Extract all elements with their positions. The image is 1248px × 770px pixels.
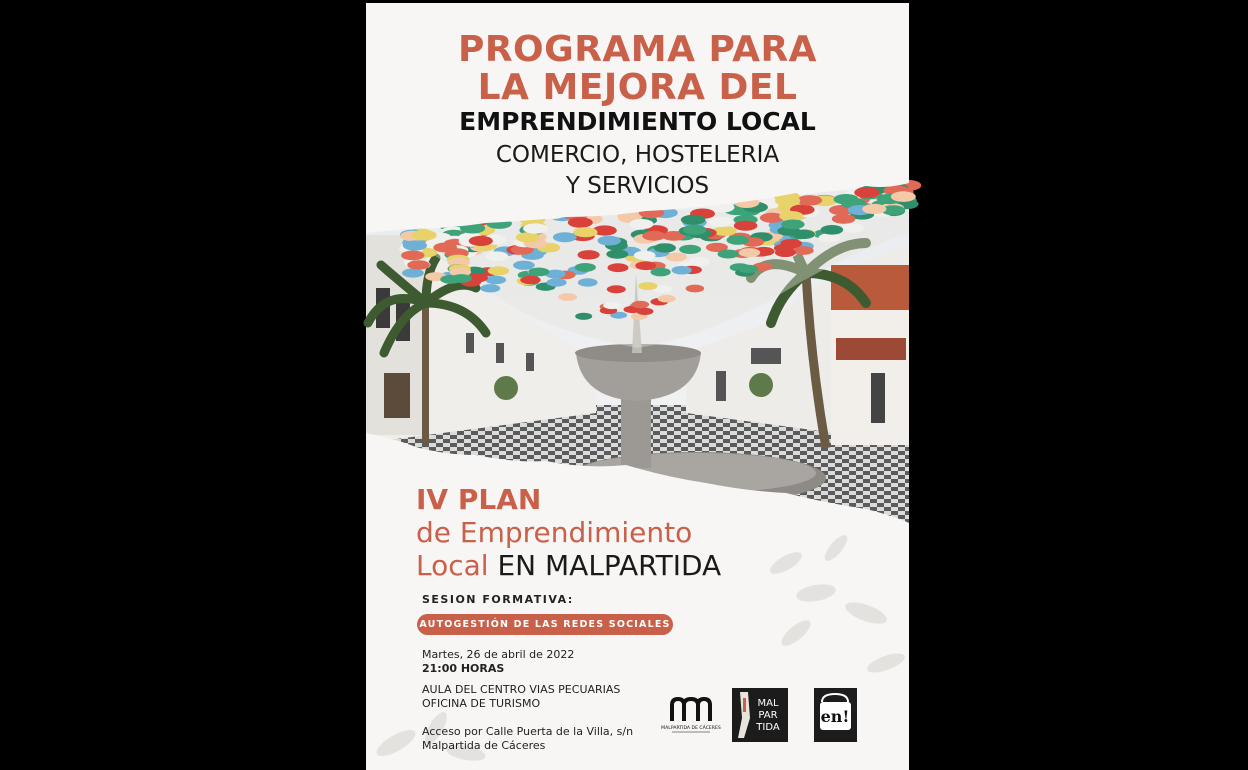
umbrella xyxy=(821,225,844,235)
umbrella xyxy=(513,261,535,270)
event-time: 21:00 HORAS xyxy=(422,662,505,675)
umbrella xyxy=(689,257,710,266)
umbrella xyxy=(681,215,706,225)
ayuntamiento-logo-icon xyxy=(661,695,721,743)
umbrella xyxy=(553,232,577,242)
umbrella xyxy=(606,250,628,259)
umbrella xyxy=(573,227,597,237)
umbrella xyxy=(402,268,424,277)
umbrella xyxy=(738,265,758,273)
malpartida-logo-line-3: TIDA xyxy=(756,722,780,733)
umbrella xyxy=(781,220,804,230)
umbrella xyxy=(575,263,596,272)
umbrella xyxy=(485,251,508,261)
umbrella xyxy=(607,285,626,293)
umbrella xyxy=(638,282,657,290)
plan-location-black: EN MALPARTIDA xyxy=(497,549,722,582)
umbrella xyxy=(608,263,629,272)
umbrella xyxy=(598,236,621,246)
umbrella xyxy=(679,245,701,254)
title-line-3: EMPRENDIMIENTO LOCAL xyxy=(459,107,816,136)
umbrella xyxy=(480,284,500,292)
event-poster xyxy=(366,3,909,770)
venue-line-2: OFICINA DE TURISMO xyxy=(422,697,541,710)
umbrella xyxy=(523,223,548,233)
en-logo-text: en! xyxy=(820,707,850,726)
umbrella xyxy=(793,230,815,239)
umbrella xyxy=(637,308,654,315)
umbrella xyxy=(739,248,760,257)
plan-heading: IV PLAN xyxy=(416,483,542,516)
umbrella xyxy=(780,239,802,248)
umbrella xyxy=(832,214,856,224)
access-line-1: Acceso por Calle Puerta de la Villa, s/n xyxy=(422,725,634,738)
umbrella xyxy=(485,276,506,285)
umbrella xyxy=(578,278,598,286)
umbrella xyxy=(401,251,424,261)
plan-subheading: de Emprendimiento xyxy=(416,516,693,549)
umbrella xyxy=(575,313,592,320)
umbrella xyxy=(547,278,567,286)
umbrella xyxy=(603,302,621,309)
umbrella xyxy=(528,268,549,277)
umbrella xyxy=(841,223,864,233)
umbrella xyxy=(488,266,509,275)
title-line-2: LA MEJORA DEL xyxy=(477,67,798,108)
subtitle-line-1: COMERCIO, HOSTELERIA xyxy=(495,142,780,168)
umbrella xyxy=(775,248,796,257)
umbrella xyxy=(654,243,676,252)
plan-location-red: Local xyxy=(416,549,489,582)
session-label: SESION FORMATIVA: xyxy=(422,593,574,606)
umbrella xyxy=(412,230,437,241)
umbrella xyxy=(433,243,457,253)
umbrella xyxy=(407,260,430,269)
subtitle-line-2: Y SERVICIOS xyxy=(565,173,710,199)
malpartida-logo xyxy=(732,688,788,742)
umbrella xyxy=(672,266,692,275)
en-logo xyxy=(814,688,857,742)
umbrella xyxy=(651,268,671,277)
ayuntamiento-logo-text: MALPARTIDA DE CÁCERES xyxy=(661,726,721,731)
umbrella xyxy=(642,231,665,241)
umbrella xyxy=(403,240,427,250)
umbrella xyxy=(469,236,493,246)
umbrella xyxy=(635,261,656,270)
ayuntamiento-logo xyxy=(661,695,721,743)
venue-line-1: AULA DEL CENTRO VIAS PECUARIAS xyxy=(422,683,621,696)
access-line-2: Malpartida de Cáceres xyxy=(422,739,546,752)
umbrella xyxy=(629,219,653,229)
umbrella xyxy=(520,276,540,285)
umbrella xyxy=(718,250,739,259)
umbrella xyxy=(683,225,707,235)
umbrella xyxy=(734,221,758,231)
umbrella xyxy=(862,204,886,214)
umbrella xyxy=(568,217,593,228)
plan-location xyxy=(416,549,721,582)
umbrella xyxy=(686,285,705,293)
umbrella xyxy=(451,274,472,283)
umbrella xyxy=(516,232,540,242)
umbrella xyxy=(709,217,733,227)
umbrella xyxy=(632,301,650,308)
malpartida-logo-line-1: MAL xyxy=(757,698,779,709)
umbrella xyxy=(727,235,749,244)
title-line-1: PROGRAMA PARA xyxy=(457,29,818,70)
umbrella xyxy=(713,226,736,236)
event-date: Martes, 26 de abril de 2022 xyxy=(422,648,575,661)
umbrella xyxy=(634,251,656,260)
session-topic-badge: AUTOGESTIÓN DE LAS REDES SOCIALES xyxy=(417,614,673,635)
malpartida-logo-line-2: PAR xyxy=(758,710,778,721)
umbrella xyxy=(658,295,676,303)
umbrella xyxy=(558,293,577,301)
umbrella xyxy=(578,250,600,259)
